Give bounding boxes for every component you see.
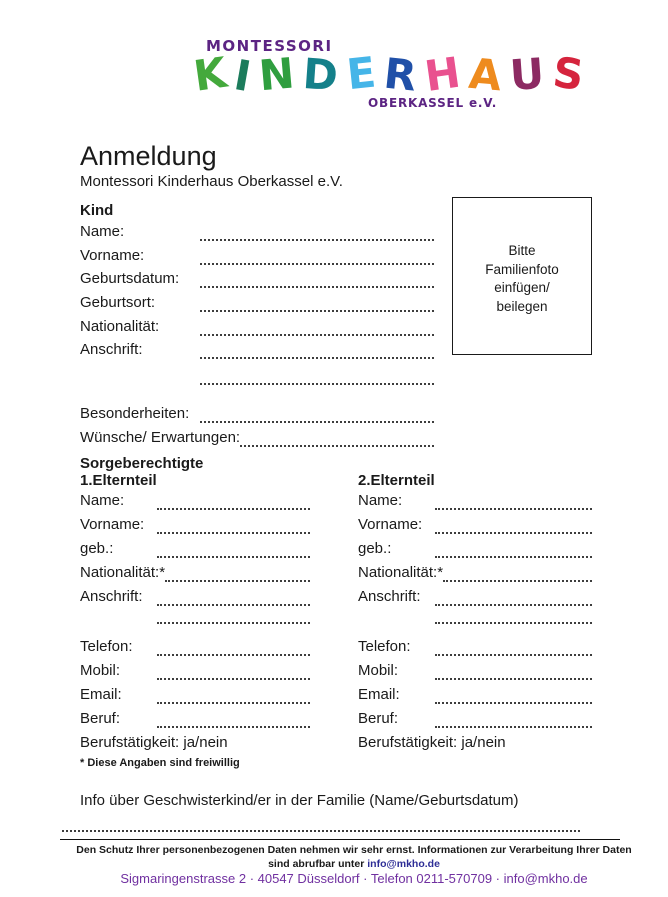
- field-label: Email:: [80, 686, 122, 703]
- form-field-row: [80, 537, 310, 561]
- field-fill-line[interactable]: [443, 561, 592, 582]
- kinderhaus-letter: N: [257, 48, 294, 101]
- photo-placeholder-line: Bitte: [508, 243, 536, 258]
- elternteil-1-column: [80, 472, 310, 755]
- sorgeberechtigte-section: [80, 455, 594, 755]
- sorgeberechtigte-heading: Sorgeberechtigte: [80, 455, 204, 472]
- kinderhaus-letter: I: [230, 50, 252, 101]
- privacy-notice: [55, 844, 653, 871]
- field-fill-line[interactable]: [200, 338, 434, 359]
- form-field-row: [80, 635, 310, 659]
- field-label: Nationalität:*: [80, 564, 166, 581]
- privacy-line-2-prefix: sind abrufbar unter: [268, 857, 368, 870]
- form-field-row: [358, 537, 592, 561]
- field-fill-line[interactable]: [157, 683, 310, 704]
- form-field-row: [80, 244, 434, 268]
- field-label: Name:: [80, 223, 125, 240]
- form-field-row: [80, 683, 310, 707]
- form-field-row: [80, 315, 434, 339]
- field-label: geb.:: [358, 540, 392, 557]
- field-label: Beruf:: [358, 710, 399, 727]
- form-field-row: [80, 291, 434, 315]
- field-fill-line[interactable]: [200, 220, 434, 241]
- form-field-row: [80, 362, 434, 389]
- field-label: Mobil:: [80, 662, 121, 679]
- form-field-row: [80, 609, 310, 635]
- kinderhaus-letter: D: [301, 48, 337, 101]
- field-label: Geburtsdatum:: [80, 270, 180, 288]
- field-label: Mobil:: [358, 662, 399, 679]
- page-subtitle: Montessori Kinderhaus Oberkassel e.V.: [80, 173, 343, 190]
- field-label: Nationalität:*: [358, 564, 444, 581]
- privacy-line-1: Den Schutz Ihrer personenbezogenen Daten nehmen wir sehr ernst. Informationen zur Verarbeitung Ihrer Daten: [76, 844, 632, 856]
- field-label: [80, 609, 157, 635]
- kinderhaus-letter: R: [381, 48, 416, 101]
- photo-placeholder-line: einfügen/: [494, 280, 550, 295]
- field-label: Anschrift:: [358, 588, 421, 605]
- elternteil-1-fields: [80, 489, 310, 731]
- kinderhaus-letter: H: [421, 48, 461, 101]
- field-fill-line[interactable]: [435, 585, 592, 606]
- field-fill-line[interactable]: [157, 585, 310, 606]
- family-photo-placeholder-box[interactable]: [452, 197, 592, 355]
- form-field-row: [358, 683, 592, 707]
- field-fill-line[interactable]: [200, 362, 434, 385]
- field-label: Wünsche/ Erwartungen:: [80, 428, 241, 446]
- field-fill-line[interactable]: [435, 537, 592, 558]
- field-fill-line[interactable]: [200, 244, 434, 265]
- field-label: [358, 609, 435, 635]
- form-field-row: [80, 489, 310, 513]
- page-title: Anmeldung: [80, 141, 217, 171]
- field-fill-line[interactable]: [435, 609, 592, 624]
- photo-placeholder-line: Familienfoto: [485, 261, 559, 277]
- form-field-row: [80, 585, 310, 609]
- kind-fields: [80, 220, 434, 389]
- field-label: Name:: [80, 492, 125, 509]
- kinderhaus-wordmark: [190, 47, 583, 101]
- kind-heading: Kind: [80, 202, 114, 219]
- form-field-row: [358, 707, 592, 731]
- title-block: [80, 141, 343, 192]
- field-label: Beruf:: [80, 710, 121, 727]
- field-fill-line[interactable]: [200, 267, 434, 288]
- field-label: geb.:: [80, 540, 114, 557]
- field-fill-line[interactable]: [435, 683, 592, 704]
- geschwister-label: Info über Geschwisterkind/er in der Familie (Name/Geburtsdatum): [80, 792, 519, 809]
- form-field-row: [358, 489, 592, 513]
- oberkassel-wordmark: OBERKASSEL e.V.: [368, 96, 498, 110]
- field-fill-line[interactable]: [157, 489, 310, 510]
- field-fill-line[interactable]: [435, 489, 592, 510]
- field-fill-line[interactable]: [157, 513, 310, 534]
- field-label: Nationalität:: [80, 317, 160, 335]
- field-fill-line[interactable]: [240, 426, 434, 447]
- form-field-row: [80, 220, 434, 244]
- field-fill-line[interactable]: [200, 315, 434, 336]
- kinderhaus-letter: U: [508, 48, 543, 101]
- form-field-row: [358, 659, 592, 683]
- field-label: Vorname:: [80, 246, 145, 264]
- form-field-row: [80, 338, 434, 362]
- address-line: Sigmaringenstrasse 2 · 40547 Düsseldorf · Telefon 0211-570709 · info@mkho.de: [120, 871, 588, 886]
- besonderheiten-row: [80, 402, 434, 426]
- wuensche-row: [80, 426, 434, 450]
- kinderhaus-letter: S: [549, 47, 583, 100]
- footer-divider: [60, 839, 620, 840]
- form-field-row: [80, 513, 310, 537]
- form-field-row: [358, 635, 592, 659]
- field-label: Anschrift:: [80, 588, 143, 605]
- elternteil-2-heading: 2.Elternteil: [358, 472, 435, 489]
- montessori-wordmark: MONTESSORI: [206, 37, 333, 55]
- photo-placeholder-text: [453, 242, 591, 316]
- elternteil-2-fields: [358, 489, 592, 731]
- freiwillig-footnote: * Diese Angaben sind freiwillig: [80, 757, 240, 769]
- field-fill-line[interactable]: [157, 707, 310, 728]
- form-field-row: [358, 561, 592, 585]
- form-field-row: [80, 659, 310, 683]
- kind-section: [80, 202, 434, 450]
- form-field-row: [80, 267, 434, 291]
- field-label: Telefon:: [358, 638, 411, 655]
- field-fill-line[interactable]: [200, 402, 434, 423]
- field-label: Vorname:: [358, 516, 423, 533]
- berufstaetigkeit-line: Berufstätigkeit: ja/nein: [358, 734, 506, 751]
- berufstaetigkeit-line: Berufstätigkeit: ja/nein: [80, 734, 228, 751]
- field-fill-line[interactable]: [157, 609, 310, 624]
- kinderhaus-letter: A: [466, 48, 501, 101]
- field-label: Name:: [358, 492, 403, 509]
- field-label: Telefon:: [80, 638, 133, 655]
- field-label: Geburtsort:: [80, 294, 156, 312]
- field-fill-line[interactable]: [435, 707, 592, 728]
- field-fill-line[interactable]: [435, 513, 592, 534]
- field-fill-line[interactable]: [157, 537, 310, 558]
- kinderhaus-letter: K: [190, 48, 227, 101]
- field-label: Email:: [358, 686, 400, 703]
- field-fill-line[interactable]: [435, 635, 592, 656]
- kinderhaus-letter: E: [344, 47, 375, 100]
- field-label: Vorname:: [80, 516, 145, 533]
- geschwister-fill-line[interactable]: [62, 820, 580, 832]
- elternteil-2-column: [358, 472, 592, 755]
- photo-placeholder-line: beilegen: [496, 298, 548, 314]
- privacy-line-2: [55, 858, 653, 872]
- field-fill-line[interactable]: [435, 659, 592, 680]
- field-label: Anschrift:: [80, 341, 143, 359]
- privacy-email-link[interactable]: info@mkho.de: [367, 857, 440, 870]
- form-field-row: [358, 609, 592, 635]
- field-label: [80, 362, 200, 389]
- field-fill-line[interactable]: [157, 635, 310, 656]
- field-fill-line[interactable]: [157, 659, 310, 680]
- elternteil-1-heading: 1.Elternteil: [80, 472, 157, 489]
- form-field-row: [358, 585, 592, 609]
- form-field-row: [80, 707, 310, 731]
- field-fill-line[interactable]: [165, 561, 310, 582]
- field-label: Besonderheiten:: [80, 405, 190, 423]
- form-field-row: [80, 561, 310, 585]
- form-field-row: [358, 513, 592, 537]
- field-fill-line[interactable]: [200, 291, 434, 312]
